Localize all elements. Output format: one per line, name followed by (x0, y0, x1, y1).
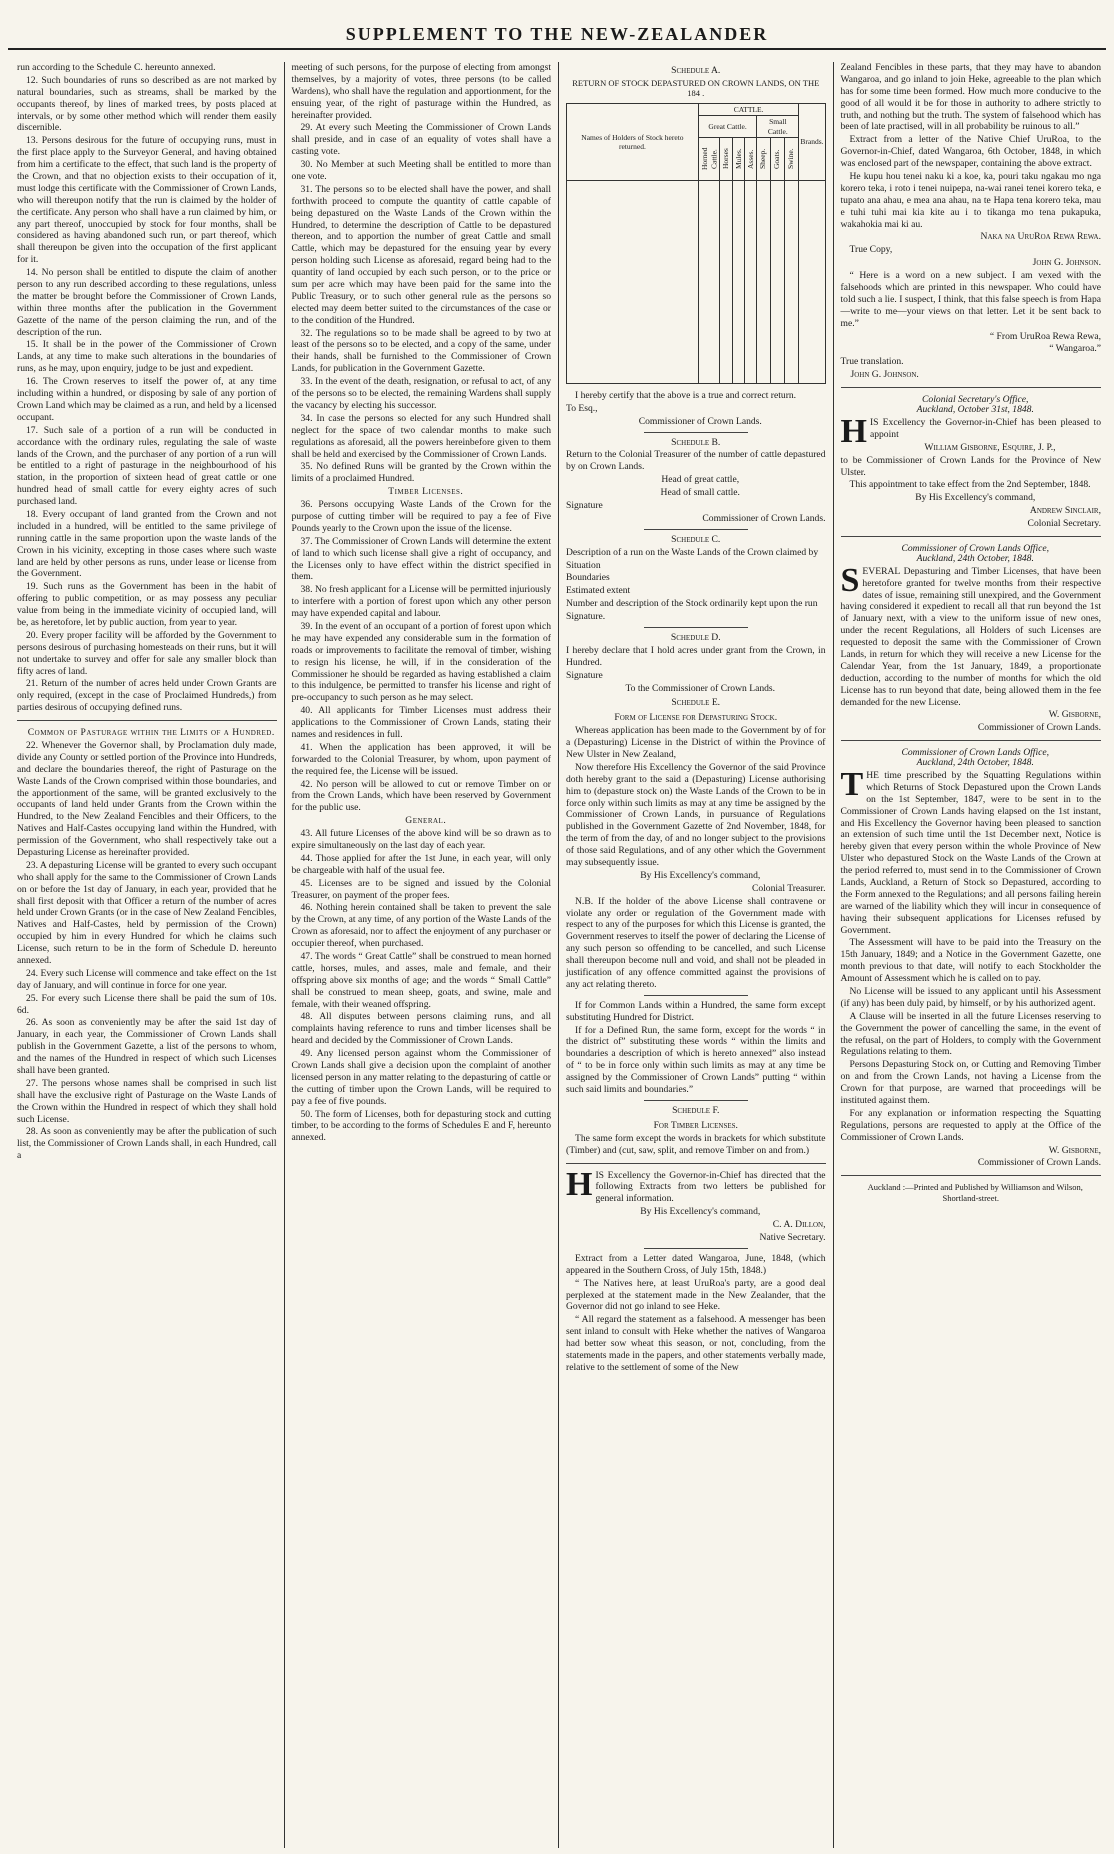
signature-line: Signature. (566, 611, 606, 623)
dillon-signature: C. A. Dillon, (772, 1219, 826, 1231)
schedule-b-text: Return to the Colonial Treasurer of the number of cattle depastured by on Crown Lands. (566, 449, 826, 473)
divider (644, 432, 748, 433)
table-header-horned: Horned Cattle. (699, 147, 719, 171)
paragraph-42: 42. No person will be allowed to cut or remove Timber on or from the Crown Lands, which have been reserved by Government for the public use. (291, 778, 551, 814)
paragraph-48: 48. All disputes between persons claiming runs, and all complaints having reference to runs and timber licenses shall be heard and decided by the Commissioner of Crown Lands. (291, 1011, 551, 1047)
table-header-horses: Horses (721, 148, 731, 170)
extract-paragraph-1: “ The Natives here, at least UruRoa's party, are a good deal perplexed at the statement made in the New Zealander, that the Governor did not go inland to see Heke. (566, 1277, 826, 1313)
drop-cap: S (840, 561, 860, 599)
column-2 (285, 62, 560, 1848)
table-header-sheep: Sheep. (758, 148, 768, 169)
extent-line: Estimated extent (566, 585, 631, 597)
schedule-e-title: Schedule E. (671, 697, 721, 709)
paragraph-18: 18. Every occupant of land granted from the Crown and not included in a hundred, will be entitled to the same privilege of running cattle in the same proportion upon the waste lands of the Crown in his vicinity, excepting in those cases where such waste land are held by other persons as runs, under lease or license from the Government. (17, 508, 277, 580)
divider (841, 387, 1102, 388)
stock-description-line: Number and description of the Stock ordinarily kept upon the run (566, 598, 818, 610)
treasurer-line: Colonial Treasurer. (751, 882, 826, 894)
paragraph-30: 30. No Member at such Meeting shall be entitled to more than one vote. (291, 159, 551, 183)
divider (566, 1163, 826, 1164)
divider (841, 1175, 1102, 1176)
schedule-e-grant: Now therefore His Excellency the Governor of the said Province doth hereby grant to the said a (Depasturing) License authorising him to (depasture stock on) the Waste Lands of the Crown to be in force only within such limits as may at any time be assigned by the Commissioner of Crown Lands, in pursuance of Regulations published in the Government Gazette of 2nd November, 1848, for the term of from the day, of and no longer subject to the provisions of those said Regulations, and of any other which the Government may subsequently issue. (566, 761, 826, 869)
appointee-name: William Gisborne, Esquire, J. P., (924, 441, 1056, 453)
divider (644, 1100, 748, 1101)
explanation-paragraph: For any explanation or information respecting the Squatting Regulations, persons are requested to apply at the Office of the Commissioner of Crown Lands. (840, 1107, 1101, 1143)
notice-text: HE time prescribed by the Squatting Regulations within which Returns of Stock Depastured upon the Crown Lands on the 1st September, 1847, were to be sent in to the Commissioner of Crown Lands having elapsed on the 1st instant, and His Excellency the Governor having been pleased to sanction an extension of such time until the 1st December next, Notice is hereby given that every person within the whole Province of New Ulster who depastured Stock on the Waste Lands of the Crown at the period referred to, must send in to the Commissioner of Crown Lands, Auckland, a Return of Stock so Depastured, according to the Form annexed to the Regulations; and all persons failing herein are warned of the liability which they will incur in consequence of having their subsequent applications for Licenses refused by Government. (840, 769, 1101, 936)
sinclair-signature: Andrew Sinclair, (1029, 505, 1101, 517)
divider (644, 627, 748, 628)
schedule-b-title: Schedule B. (671, 436, 721, 448)
divider (644, 995, 748, 996)
commissioner-line: Commissioner of Crown Lands. (977, 722, 1101, 734)
johnson-signature: John G. Johnson. (1032, 257, 1101, 269)
commissioner-line: Commissioner of Crown Lands. (702, 512, 826, 524)
native-secretary-line: Native Secretary. (759, 1231, 826, 1243)
masthead-title: SUPPLEMENT TO THE NEW-ZEALANDER (8, 24, 1106, 50)
paragraph-32: 32. The regulations so to be made shall be agreed to by two at least of the persons so to be elected, and a copy of the same, under their hands, shall be furnished to the Commissioner of Crown Lands, for publication in the Government Gazette. (291, 327, 551, 375)
printer-imprint: Auckland :—Printed and Published by Williamson and Wilson, Shortland-street. (867, 1182, 1083, 1203)
commissioner-line: Commissioner of Crown Lands. (638, 415, 762, 427)
table-header-goats: Goats. (772, 149, 782, 169)
paragraph-13: 13. Persons desirous for the future of occupying runs, must in the first place apply to the Surveyor General, and having obtained from him a certificate to the effect, that such land is the property of the Crown, and that no objection exists to their occupation of it, must lodge this certificate with the Commissioner of Crown Lands, who will thereupon notify that the run is claimed by the holder of the certificate. Any person who shall have a run claimed by him, or any part thereof, unoccupied by stock for four months, shall be considered as having abandoned such run, or part thereof, which shall thereupon be given into the occupation of the first applicant for it. (17, 135, 277, 266)
paragraph-44: 44. Those applied for after the 1st June, in each year, will only be chargeable with half of the usual fee. (291, 852, 551, 876)
to-line: To Esq., (566, 402, 598, 414)
crown-lands-date: Auckland, 24th October, 1848. (916, 757, 1034, 769)
colonial-secretary-office: Colonial Secretary's Office, (922, 394, 1029, 406)
paragraph-24: 24. Every such License will commence and take effect on the 1st day of January, and will continue in force for one year. (17, 967, 277, 991)
schedule-e-subtitle: Form of License for Depasturing Stock. (614, 712, 778, 724)
by-command-line: By His Excellency's command, (915, 492, 1036, 504)
divider (841, 536, 1102, 537)
table-header-mules: Mules. (733, 148, 743, 170)
signature-line: Signature (566, 669, 603, 681)
table-header-great-cattle: Great Cattle. (698, 116, 756, 138)
paragraph-35: 35. No defined Runs will be granted by the Crown within the limits of a proclaimed Hundred. (291, 461, 551, 485)
schedule-d-text: I hereby declare that I hold acres under grant from the Crown, in Hundred. (566, 644, 826, 668)
translation-text: “ Here is a word on a new subject. I am vexed with the falsehoods which are printed in this newspaper. Who could have told such a lie. I suspect, I think, that this false speech is from Hapa—write to me—your views on that letter. Let it be sent back to me.” (840, 270, 1101, 329)
divider (644, 1248, 748, 1249)
schedule-f-title: Schedule F. (672, 1104, 720, 1116)
paragraph-37: 37. The Commissioner of Crown Lands will determine the extent of land to which such license shall give a right of occupancy, and the Licenses only to have effect within the district specified in them. (291, 535, 551, 583)
paragraph-34: 34. In case the persons so elected for any such Hundred shall neglect for the space of two calendar months to make such regulations as aforesaid, all the powers hereinbefore given to them shall be held and exercised by the Commissioner of Crown Lands. (291, 412, 551, 460)
schedule-d-title: Schedule D. (670, 631, 721, 643)
column-3 (559, 62, 834, 1848)
notice-text: IS Excellency the Governor-in-Chief has been pleased to appoint (869, 416, 1101, 440)
head-small-cattle: Head of small cattle. (660, 487, 740, 499)
certify-text: I hereby certify that the above is a true and correct return. (575, 389, 797, 401)
paragraph-46: 46. Nothing herein contained shall be taken to prevent the sale by the Crown, at any time, of any portion of the Waste Lands of the Crown as aforesaid, nor to affect the enjoyment of any purchaser or occupier thereof, when purchased. (291, 902, 551, 950)
drop-cap: H (566, 1165, 593, 1203)
paragraph-15: 15. It shall be in the power of the Commissioner of Crown Lands, at any time to make such alterations in the boundaries of runs, as he may, upon enquiry, judge to be just and expedient. (17, 339, 277, 375)
paragraph-47: 47. The words “ Great Cattle” shall be construed to mean horned cattle, horses, mules, and asses, male and female, and their offspring above six months of age; and the words “ Small Cattle” shall be construed to mean sheep, goats, and swine, male and female, with their weaned offspring. (291, 951, 551, 1010)
licenses-notice (840, 561, 1102, 709)
from-line: “ From UruRoa Rewa Rewa, (989, 330, 1101, 342)
colonial-secretary-line: Colonial Secretary. (1027, 518, 1101, 530)
colonial-secretary-date: Auckland, October 31st, 1848. (916, 404, 1034, 416)
column-4 (834, 62, 1109, 1848)
schedule-c-text: Description of a run on the Waste Lands of the Crown claimed by (566, 546, 819, 558)
section-heading-timber: Timber Licenses. (388, 486, 464, 498)
schedule-f-subtitle: For Timber Licenses. (653, 1119, 738, 1131)
extract-paragraph-2: “ All regard the statement as a falsehood. A messenger has been sent inland to consult with Heke whether the natives of Wangaroa had better sow wheat this season, or not, concluding, from the statements made in the papers, and other statements verbally made, relative to the settlement of some of the New (566, 1314, 826, 1373)
paragraph-41: 41. When the application has been approved, it will be forwarded to the Colonial Treasurer, by whom, upon payment of the required fee, the License will be issued. (291, 741, 551, 777)
maori-text: He kupu hou tenei naku ki a koe, ka, pouri taku ngakau mo nga korero teka, i roto i tenei nuipepa, na-wai ranei tenei korero teka, e tupato ana ahau, e mea ana ahau, na te Hapa tena korero teka, mau e tuhi tuhi mai kia kite au i to tikanga mo tena pukapuka, wakahokia mai ki au. (840, 171, 1101, 230)
paragraph: run according to the Schedule C. hereunto annexed. (17, 62, 216, 73)
paragraph-31: 31. The persons so to be elected shall have the power, and shall forthwith proceed to compute the quantity of cattle capable of being depastured on the Waste Lands of the Crown within the Hundred, to determine the description of Cattle to be depastured thereon, and to apportion the number of great Cattle and small Cattle, which may be depastured for the ensuing year by every person holding such License as aforesaid, regard being had to the quantity of land occupied by each such person, or to the price or sum per acre which may have been paid for the same into the Public Treasury, or to such other general rule as the persons so elected may deem better suited to the circumstances of the case or to the condition of the Hundred. (291, 183, 551, 326)
paragraph-26: 26. As soon as conveniently may be after the said 1st day of January, in each year, the Commissioner of Crown Lands shall publish in the Government Gazette, a list of the persons to whom, and the names of the Hundred in respect of which such Licenses shall have been granted. (17, 1017, 277, 1077)
assessment-paragraph: The Assessment will have to be paid into the Treasury on the 15th January, 1849; and a Notice in the Government Gazette, one month previous to that date, will notify to each Stockholder the Amount of Assessment which he is called on to pay. (840, 937, 1101, 985)
crown-lands-office: Commissioner of Crown Lands Office, (901, 747, 1050, 759)
paragraph-38: 38. No fresh applicant for a License will be permitted injuriously to interfere with a portion of forest upon which any other person may have expended capital and labour. (291, 584, 551, 620)
boundaries-line: Boundaries (566, 572, 610, 584)
stock-return-table (566, 103, 826, 384)
paragraph-43: 43. All future Licenses of the above kind will be so drawn as to expire simultaneously on the last day of each year. (291, 828, 551, 851)
warning-paragraph: Persons Depasturing Stock on, or Cutting and Removing Timber on and from the Crown Lands, not having a License from the Crown for that purpose, are warned that proceedings will be instituted against them. (840, 1059, 1101, 1107)
appointment-text: to be Commissioner of Crown Lands for the Province of New Ulster. (840, 454, 1101, 478)
paragraph-39: 39. In the event of an occupant of a portion of forest upon which he may have expended any considerable sum in the formation of roads or improvements to facilitate the removal of timber, wishing to resign his license, he will, if in the consideration of the Commissioner he should be regarded as having established a claim to this indulgence, be permitted to transfer his license and right of pre-occupancy to such person as he may select. (291, 620, 551, 704)
situation-line: Situation (566, 559, 601, 571)
paragraph-25: 25. For every such License there shall be paid the sum of 10s. 6d. (17, 992, 277, 1016)
head-great-cattle: Head of great cattle, (661, 474, 740, 486)
uruoa-signature: Naka na UruRoa Rewa Rewa. (980, 231, 1101, 243)
johnson-signature: John G. Johnson. (850, 369, 919, 381)
paragraph-14: 14. No person shall be entitled to dispute the claim of another person to any run described according to these regulations, unless the matter be brought before the Commissioner of Crown Lands, within three months after the publication in the Government Gazette of the name of the person claiming the run, and of the description of the run. (17, 267, 277, 338)
extract-letter-intro: Extract from a letter of the Native Chief UruRoa, to the Governor-in-Chief, dated Wangaroa, 6th October, 1848, in which was enclosed part of the newspaper, containing the above extract. (840, 134, 1101, 170)
paragraph-23: 23. A depasturing License will be granted to every such occupant who shall apply for the same to the Commissioner of Crown Lands on or before the 1st day of January, in each year, provided that he shall first deposit with that Officer a return of the number of acres held under Crown Grants (or in the case of New Zealand Fencibles, Natives and Half-Castes, held by permission of the Crown) occupied by him in every Hundred for which he claims such License, such return to be in the form of Schedule D. hereunto annexed. (17, 859, 277, 967)
no-license-paragraph: No License will be issued to any applicant until his Assessment (if any) has been duly paid, by himself, or by his authorized agent. (840, 986, 1101, 1009)
divider (644, 529, 748, 530)
wangaroa-line: “ Wangaroa.” (1049, 343, 1101, 355)
paragraph-20: 20. Every proper facility will be afforded by the Government to persons desirous of purchasing homesteads on their runs, but it will not undertake to survey and offer for sale any smaller block than fifty acres of land. (17, 629, 277, 677)
drop-cap: T (840, 765, 864, 803)
drop-cap: H (840, 412, 867, 450)
signature-line: Signature (566, 499, 603, 511)
nb-paragraph: N.B. If the holder of the above License shall contravene or violate any order or regulation of the Government made with respect to any of the purposes for which this License is granted, the Government reserves to itself the power of declaring the License of any such person so offending to be cancelled, and such License shall thereupon become null and void, and shall not be pleaded in justification of any offence committed against the provisions of any act relating thereto. (566, 895, 826, 990)
paragraph: Zealand Fencibles in these parts, that they may have to abandon Wangaroa, and go inland to join Heke, agreeable to the plan which has for some time been formed. How much more conducive to the good of all would it be for those in authority to adhere strictly to truth, and nothing but the truth. The system of falsehood which has been of late practised, will in all probability be ruinous to all.” (840, 62, 1101, 133)
divider (17, 720, 277, 721)
by-command-line: By His Excellency's command, (640, 869, 761, 881)
crown-lands-date: Auckland, 24th October, 1848. (916, 552, 1034, 564)
table-header-asses: Asses. (746, 149, 756, 169)
paragraph-17: 17. Such sale of a portion of a run will be conducted in accordance with the ordinary rules, regulating the sale of waste lands of the Crown, and the purchaser of any portion of a run will be entitled to a right of pasturage in the neighbourhood of his station, in the proportion of sixteen head of great cattle or one hundred head of small cattle for every eighty acres of such purchased land. (17, 424, 277, 508)
commissioner-line: Commissioner of Crown Lands. (977, 1157, 1101, 1169)
table-header-brands: Brands. (799, 103, 825, 180)
extract-intro: Extract from a Letter dated Wangaroa, June, 1848, (which appeared in the Southern Cross, of July 15th, 1848.) (566, 1252, 826, 1276)
clause-paragraph: A Clause will be inserted in all the future Licenses reserving to the Government the power of cancelling the same, in the event of the refusal, on the part of Holders, to comply with the Government Regulations relating to them. (840, 1010, 1101, 1058)
divider (841, 740, 1102, 741)
column-1 (10, 62, 285, 1848)
paragraph-22: 22. Whenever the Governor shall, by Proclamation duly made, divide any County or settled portion of the Province into Hundreds, and declare the boundaries thereof, the right of Pasturage on the Waste Lands of the Crown comprised within those boundaries, and the apportionment of the same, will be granted exclusively to the occupants of land held under Grants from the Crown within the Hundred, to the New Zealand Fencibles and their Officers, to the Natives and Half-Castes occupying land within the Hundred, with permission of the Government, who shall respectively take out a Depasturing License as hereinafter provided. (17, 739, 277, 858)
columns (10, 62, 1108, 1848)
schedule-f-text: The same form except the words in brackets for which substitute (Timber) and (cut, saw, split, and remove Timber on and from.) (566, 1132, 826, 1156)
paragraph-49: 49. Any licensed person against whom the Commissioner of Crown Lands shall give a decision upon the complaint of another licensed person in any matter relating to the depasturing of cattle or the cutting of timber upon the Crown Lands, will be required to pay a fee of five pounds. (291, 1048, 551, 1107)
to-commissioner-line: To the Commissioner of Crown Lands. (625, 682, 776, 694)
table-header-cattle: CATTLE. (698, 103, 799, 115)
paragraph-29: 29. At every such Meeting the Commissioner of Crown Lands shall preside, and in case of an equality of votes shall have a casting vote. (291, 122, 551, 158)
notice-native-extracts (566, 1165, 826, 1206)
schedule-c-title: Schedule C. (671, 533, 721, 545)
schedule-a-title: Schedule A. (671, 65, 721, 76)
paragraph-33: 33. In the event of the death, resignation, or refusal to act, of any of the persons so to be elected, the remaining Wardens shall supply the vacancy by electing his successor. (291, 376, 551, 411)
section-heading-general: General. (405, 815, 447, 827)
paragraph-21: 21. Return of the number of acres held under Crown Grants are only required, (except in the case of Proclaimed Hundreds,) from parties desirous of occupying defined runs. (17, 678, 277, 714)
notice-text: EVERAL Depasturing and Timber Licenses, that have been heretofore granted for twelve months from their respective dates of issue, remaining still unexpired, and the Government having considered it expedient to recall all that run beyond the 1st of January next, with a view to the uniform issue of new ones, under the recent Regulations, all Holders of such Licenses are requested to deposit the same with the Commissioner of Crown Lands, in return for which they will receive a new License for the Calendar Year, from the 1st January, 1849, a proportionate deduction, according to the number of months for which the old License has to run beyond that date, being allowed them in the fee demanded for the new License. (840, 565, 1101, 708)
paragraph-28: 28. As soon as conveniently may be after the publication of such list, the Commissioner of Crown Lands shall, in each Hundred, call a (17, 1126, 277, 1162)
defined-run-paragraph: If for a Defined Run, the same form, except for the words “ in the district of” substituting these words “ within the limits and boundaries a description of which is hereto annexed” also instead of “ to be in force only within such limits as may at any time be assigned by the Commissioner of Crown Lands” putting “ within such said limits and boundaries.” (566, 1024, 826, 1096)
schedule-e-text: Whereas application has been made to the Government by of for a (Depasturing) License in the District of within the Province of New Ulster in New Zealand, (566, 725, 826, 760)
gisborne-signature: W. Gisborne, (1048, 709, 1101, 721)
paragraph-45: 45. Licenses are to be signed and issued by the Colonial Treasurer, on payment of the proper fees. (291, 877, 551, 901)
paragraph-12: 12. Such boundaries of runs so described as are not marked by natural boundaries, such as streams, shall be marked by the occupants thereof, by lines of marked trees, by posts placed at intervals, or by some other method which will render them easily discernible. (17, 74, 277, 134)
section-heading-common-pasturage: Common of Pasturage within the Limits of a Hundred. (27, 727, 275, 739)
paragraph-27: 27. The persons whose names shall be comprised in such list shall have the exclusive right of Pasturage on the Waste Lands of the Crown within the Hundred in respect of which they shall hold such License. (17, 1077, 277, 1125)
true-translation-line: True translation. (840, 356, 904, 368)
gisborne-signature: W. Gisborne, (1048, 1144, 1101, 1156)
paragraph-40: 40. All applicants for Timber Licenses must address their applications to the Commissioner of Crown Lands, stating their names and residences in full. (291, 705, 551, 740)
paragraph-19: 19. Such runs as the Government has been in the habit of offering to public competition, or as may possess any peculiar value from being in the immediate vicinity of occupied land, will be, as heretofore, let by public auction, from year to year. (17, 581, 277, 628)
paragraph: meeting of such persons, for the purpose of electing from amongst themselves, by a majority of votes, three persons (to be called Wardens), who shall have the regulation and apportionment, for the ensuing year, of the right of pasturage within the Hundred, as hereinafter provided. (291, 62, 551, 121)
table-header-small-cattle: Small Cattle. (757, 116, 799, 138)
paragraph-36: 36. Persons occupying Waste Lands of the Crown for the purpose of cutting timber will be required to pay a fee of Five Pounds yearly to the Crown upon the issue of the license. (291, 499, 551, 534)
table-header-names: Names of Holders of Stock hereto returned. (567, 103, 699, 180)
notice-text: IS Excellency the Governor-in-Chief has directed that the following Extracts from two letters be published for general information. (595, 1169, 826, 1205)
table-header-swine: Swine. (786, 148, 796, 170)
returns-notice (840, 765, 1102, 936)
effect-text: This appointment to take effect from the 2nd September, 1848. (849, 479, 1091, 491)
crown-lands-office: Commissioner of Crown Lands Office, (901, 542, 1050, 554)
schedule-a-subtitle: RETURN OF STOCK DEPASTURED ON CROWN LANDS, ON THE 184 . (572, 77, 820, 99)
common-lands-paragraph: If for Common Lands within a Hundred, the same form except substituting Hundred for District. (566, 999, 826, 1023)
true-copy-line: True Copy, (849, 244, 893, 256)
paragraph-16: 16. The Crown reserves to itself the power of, at any time including within a hundred, or disposing by sale of any portion of Crown Land which may be claimed as a run, and held by a licensed occupant. (17, 376, 277, 423)
table-row (567, 180, 826, 383)
by-command-line: By His Excellency's command, (640, 1206, 761, 1218)
paragraph-50: 50. The form of Licenses, both for depasturing stock and cutting timber, to be according to the forms of Schedules E and F, hereunto annexed. (291, 1108, 551, 1144)
